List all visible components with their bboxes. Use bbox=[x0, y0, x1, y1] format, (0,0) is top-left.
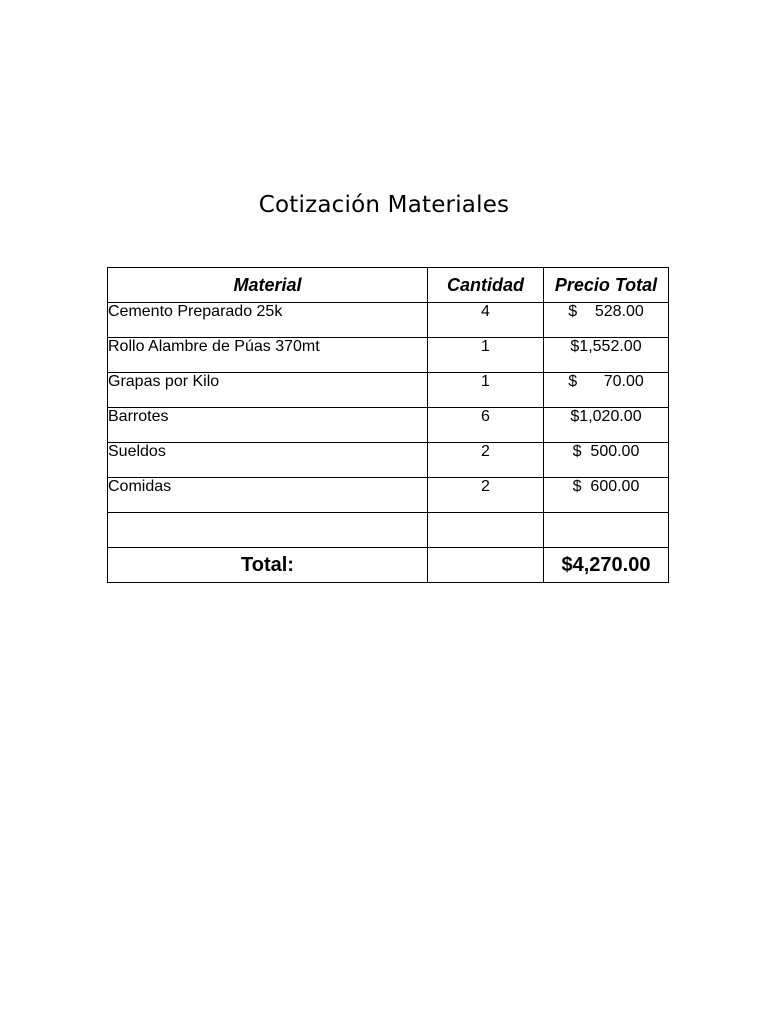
row-quantity: 6 bbox=[428, 408, 544, 443]
row-material: Cemento Preparado 25k bbox=[108, 303, 428, 338]
row-price: $ 600.00 bbox=[544, 478, 669, 513]
row-price: $1,020.00 bbox=[544, 408, 669, 443]
table-row bbox=[108, 373, 669, 408]
header-price: Precio Total bbox=[544, 268, 669, 303]
row-quantity: 1 bbox=[428, 373, 544, 408]
row-material: Rollo Alambre de Púas 370mt bbox=[108, 338, 428, 373]
row-material: Barrotes bbox=[108, 408, 428, 443]
table-row-empty bbox=[108, 513, 669, 548]
row-material bbox=[108, 513, 428, 548]
page-title: Cotización Materiales bbox=[258, 192, 510, 218]
row-price bbox=[544, 513, 669, 548]
row-quantity: 4 bbox=[428, 303, 544, 338]
row-quantity bbox=[428, 513, 544, 548]
row-quantity: 2 bbox=[428, 478, 544, 513]
row-material: Grapas por Kilo bbox=[108, 373, 428, 408]
table-header-row bbox=[108, 268, 669, 303]
row-quantity: 1 bbox=[428, 338, 544, 373]
header-quantity: Cantidad bbox=[428, 268, 544, 303]
materials-table bbox=[107, 267, 669, 583]
row-quantity: 2 bbox=[428, 443, 544, 478]
table-row bbox=[108, 408, 669, 443]
total-row bbox=[108, 548, 669, 583]
table-row bbox=[108, 443, 669, 478]
total-quantity bbox=[428, 548, 544, 583]
table-row bbox=[108, 338, 669, 373]
table-row bbox=[108, 303, 669, 338]
row-price: $ 70.00 bbox=[544, 373, 669, 408]
row-price: $ 500.00 bbox=[544, 443, 669, 478]
header-material: Material bbox=[108, 268, 428, 303]
row-material: Sueldos bbox=[108, 443, 428, 478]
row-price: $ 528.00 bbox=[544, 303, 669, 338]
total-value: $4,270.00 bbox=[544, 548, 669, 583]
row-price: $1,552.00 bbox=[544, 338, 669, 373]
table-row bbox=[108, 478, 669, 513]
total-label: Total: bbox=[108, 548, 428, 583]
row-material: Comidas bbox=[108, 478, 428, 513]
